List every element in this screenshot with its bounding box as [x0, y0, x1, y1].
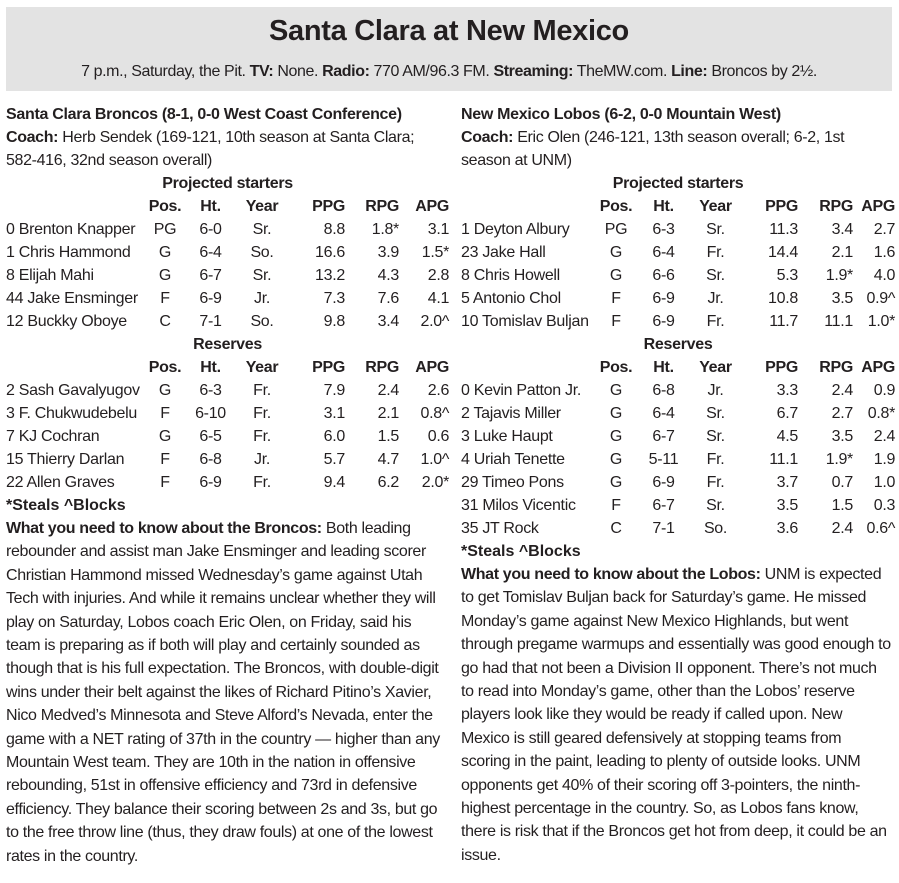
player-row — [461, 402, 895, 425]
player-ppg: 4.5 — [776, 428, 798, 445]
player-position: G — [609, 405, 623, 422]
player-height: 6-8 — [652, 382, 675, 399]
player-year: Fr. — [706, 313, 725, 330]
roster-table — [461, 172, 895, 540]
column-header: Pos. — [148, 359, 182, 376]
coach-label: Coach: — [461, 129, 514, 146]
info-line-text: Broncos by 2½. — [707, 63, 817, 80]
column-header: PPG — [312, 359, 345, 376]
player-rpg: 1.8* — [371, 221, 399, 238]
column-header: Pos. — [599, 198, 633, 215]
reserves-title — [461, 333, 895, 356]
player-ppg: 11.1 — [769, 451, 798, 468]
player-apg: 0.8^ — [420, 405, 450, 422]
player-row — [461, 264, 895, 287]
player-height: 6-4 — [199, 244, 222, 261]
player-year: Sr. — [706, 405, 725, 422]
player-height: 6-8 — [199, 451, 222, 468]
player-rpg: 3.5 — [831, 290, 853, 307]
player-rpg: 0.7 — [831, 474, 853, 491]
player-ppg: 3.5 — [776, 497, 798, 514]
player-ppg: 3.1 — [323, 405, 345, 422]
player-name: 29 Timeo Pons — [461, 474, 564, 491]
player-rpg: 3.9 — [377, 244, 399, 261]
player-rpg: 7.6 — [377, 290, 399, 307]
player-year: Sr. — [706, 267, 725, 284]
column-header-row — [6, 195, 449, 218]
player-year: Sr. — [706, 221, 725, 238]
player-apg: 0.9 — [873, 382, 896, 399]
player-height: 6-7 — [652, 428, 675, 445]
roster-table — [6, 172, 449, 494]
player-ppg: 9.4 — [323, 474, 345, 491]
player-row — [6, 310, 449, 333]
player-row — [6, 218, 449, 241]
game-info — [6, 63, 892, 81]
player-ppg: 11.7 — [769, 313, 798, 330]
player-position: C — [610, 520, 622, 537]
player-name: 8 Elijah Mahi — [6, 267, 94, 284]
player-position: G — [609, 451, 623, 468]
player-position: F — [160, 451, 170, 468]
player-row — [461, 425, 895, 448]
player-apg: 0.9^ — [866, 290, 896, 307]
player-row — [6, 402, 449, 425]
know-text: Both leading rebounder and assist man Jake Ensminger and leading scorer Christian Hammond missed Wednesday’s game against Utah Tech with injuries. And while it remains unclear whether they will play on Saturday, Lobos coach Eric Olen, on Friday, said his team is preparing as if both will play and certainly sounded as though that is his full expectation. The Broncos, with double-digit wins under their belt against the likes of Richard Pitino’s Xavier, Nico Medved’s Minnesota and Steve Alford’s Nevada, enter the game with a NET rating of 37th in the country — higher than any Mountain West team. They are 10th in the nation in offensive rebounding, 51st in offensive efficiency and 73rd in defensive efficiency. They balance their scoring between 2s and 3s, but go to the free throw line (thus, they draw fouls) at one of the lowest rates in the country. — [6, 520, 440, 865]
player-position: G — [609, 244, 623, 261]
player-position: F — [611, 290, 621, 307]
player-rpg: 1.9* — [825, 267, 853, 284]
column-header: PPG — [765, 198, 798, 215]
player-name: 23 Jake Hall — [461, 244, 546, 261]
player-year: Fr. — [253, 382, 271, 399]
player-apg: 2.8 — [427, 267, 450, 284]
info-tv-text: None. — [273, 63, 323, 80]
info-streaming-text: TheMW.com. — [573, 63, 672, 80]
player-position: G — [609, 474, 623, 491]
player-year: So. — [703, 520, 728, 537]
starters-title — [461, 172, 895, 195]
player-height: 6-4 — [652, 405, 675, 422]
player-name: 7 KJ Cochran — [6, 428, 100, 445]
player-apg: 2.0^ — [420, 313, 450, 330]
player-row — [461, 310, 895, 333]
player-name: 1 Chris Hammond — [6, 244, 131, 261]
header-banner — [6, 7, 892, 91]
column-header: Year — [699, 198, 732, 215]
player-ppg: 5.7 — [323, 451, 345, 468]
player-ppg: 13.2 — [315, 267, 345, 284]
header-blank — [461, 356, 593, 379]
column-header: RPG — [819, 198, 853, 215]
player-year: So. — [250, 313, 274, 330]
player-rpg: 1.9* — [825, 451, 853, 468]
team-column-santa-clara — [6, 103, 450, 868]
player-position: F — [611, 497, 621, 514]
player-position: F — [160, 290, 170, 307]
player-apg: 0.6^ — [866, 520, 896, 537]
player-position: G — [609, 428, 623, 445]
header-blank — [461, 195, 593, 218]
player-rpg: 2.1 — [377, 405, 399, 422]
column-header: RPG — [365, 198, 399, 215]
column-header: Ht. — [653, 198, 674, 215]
player-rpg: 4.7 — [377, 451, 399, 468]
player-position: F — [160, 474, 170, 491]
player-ppg: 3.3 — [776, 382, 798, 399]
player-height: 6-0 — [199, 221, 222, 238]
info-radio-text: 770 AM/96.3 FM. — [369, 63, 494, 80]
team-heading: New Mexico Lobos (6-2, 0-0 Mountain West) — [461, 106, 781, 123]
player-position: G — [609, 267, 623, 284]
player-apg: 0.8* — [867, 405, 896, 422]
column-header-row — [461, 356, 895, 379]
player-name: 2 Tajavis Miller — [461, 405, 561, 422]
player-ppg: 16.6 — [315, 244, 345, 261]
player-year: Fr. — [706, 474, 725, 491]
player-ppg: 5.3 — [776, 267, 798, 284]
player-year: Sr. — [252, 267, 272, 284]
player-apg: 1.9 — [873, 451, 896, 468]
player-rpg: 3.4 — [831, 221, 853, 238]
player-year: Fr. — [706, 451, 725, 468]
player-apg: 1.5* — [421, 244, 450, 261]
player-height: 7-1 — [199, 313, 222, 330]
player-year: Jr. — [707, 290, 724, 307]
know-label: What you need to know about the Lobos: — [461, 566, 761, 583]
player-row — [461, 494, 895, 517]
player-apg: 0.6 — [427, 428, 450, 445]
player-apg: 2.6 — [427, 382, 450, 399]
starters-title-label: Projected starters — [162, 175, 293, 192]
team-heading: Santa Clara Broncos (8-1, 0-0 West Coast Conference) — [6, 106, 402, 123]
reserves-title-label: Reserves — [643, 336, 713, 353]
player-height: 6-9 — [652, 290, 675, 307]
player-height: 6-4 — [652, 244, 675, 261]
player-rpg: 2.4 — [377, 382, 399, 399]
player-apg: 2.0* — [421, 474, 450, 491]
player-apg: 3.1 — [427, 221, 450, 238]
player-position: PG — [153, 221, 177, 238]
reserves-title — [6, 333, 449, 356]
team-column-new-mexico — [461, 103, 896, 867]
coach-text: Herb Sendek (169-121, 10th season at Santa Clara; 582-416, 32nd season overall) — [6, 129, 415, 169]
column-header: Ht. — [200, 359, 221, 376]
coach-text: Eric Olen (246-121, 13th season overall; 6-2, 1st season at UNM) — [461, 129, 845, 169]
header-blank — [6, 195, 144, 218]
player-row — [461, 287, 895, 310]
player-year: Sr. — [252, 221, 272, 238]
player-row — [6, 241, 449, 264]
page-title: Santa Clara at New Mexico — [269, 15, 629, 47]
player-row — [461, 218, 895, 241]
player-height: 6-9 — [199, 290, 222, 307]
player-position: G — [609, 382, 623, 399]
player-name: 2 Sash Gavalyugov — [6, 382, 140, 399]
player-row — [461, 241, 895, 264]
player-name: 15 Thierry Darlan — [6, 451, 125, 468]
player-height: 6-9 — [652, 474, 675, 491]
column-header: APG — [861, 359, 896, 376]
player-ppg: 3.6 — [776, 520, 798, 537]
player-row — [6, 287, 449, 310]
player-name: 8 Chris Howell — [461, 267, 560, 284]
player-ppg: 6.7 — [776, 405, 798, 422]
info-radio-label: Radio: — [322, 63, 370, 80]
info-streaming-label: Streaming: — [493, 63, 574, 80]
column-header-row — [461, 195, 895, 218]
player-row — [6, 425, 449, 448]
player-apg: 2.7 — [873, 221, 896, 238]
column-header: Pos. — [148, 198, 182, 215]
player-ppg: 8.8 — [323, 221, 345, 238]
player-height: 6-9 — [199, 474, 222, 491]
player-year: So. — [250, 244, 274, 261]
player-height: 6-7 — [199, 267, 222, 284]
player-year: Fr. — [253, 474, 271, 491]
player-name: 35 JT Rock — [461, 520, 539, 537]
player-rpg: 2.7 — [831, 405, 853, 422]
player-name: 22 Allen Graves — [6, 474, 115, 491]
player-name: 31 Milos Vicentic — [461, 497, 576, 514]
player-position: F — [160, 405, 170, 422]
coach-line — [461, 126, 893, 172]
player-ppg: 10.8 — [768, 290, 798, 307]
player-rpg: 3.5 — [831, 428, 853, 445]
column-header: Pos. — [599, 359, 633, 376]
player-name: 10 Tomislav Buljan — [461, 313, 589, 330]
player-row — [461, 448, 895, 471]
player-position: G — [158, 267, 172, 284]
player-apg: 2.4 — [873, 428, 896, 445]
player-year: Jr. — [254, 451, 270, 468]
column-header: Ht. — [200, 198, 221, 215]
player-name: 0 Kevin Patton Jr. — [461, 382, 582, 399]
info-line-label: Line: — [671, 63, 708, 80]
column-header: Year — [699, 359, 732, 376]
player-position: G — [158, 244, 172, 261]
player-height: 6-3 — [199, 382, 222, 399]
player-position: C — [159, 313, 171, 330]
player-height: 6-6 — [652, 267, 675, 284]
player-ppg: 11.3 — [769, 221, 798, 238]
player-row — [6, 471, 449, 494]
player-position: G — [158, 382, 172, 399]
player-apg: 1.0* — [867, 313, 896, 330]
player-row — [6, 379, 449, 402]
player-rpg: 3.4 — [377, 313, 399, 330]
stat-key: *Steals ^Blocks — [461, 543, 581, 560]
player-ppg: 6.0 — [323, 428, 345, 445]
player-height: 6-5 — [199, 428, 222, 445]
column-header: PPG — [765, 359, 798, 376]
player-rpg: 2.1 — [831, 244, 853, 261]
player-row — [461, 471, 895, 494]
player-ppg: 3.7 — [776, 474, 798, 491]
info-0-text: 7 p.m., Saturday, the Pit. — [81, 63, 250, 80]
player-rpg: 2.4 — [831, 520, 853, 537]
player-name: 4 Uriah Tenette — [461, 451, 565, 468]
player-apg: 1.0 — [873, 474, 896, 491]
player-height: 6-9 — [652, 313, 675, 330]
player-apg: 0.3 — [873, 497, 896, 514]
player-rpg: 4.3 — [377, 267, 399, 284]
know-text: UNM is expected to get Tomislav Buljan back for Saturday’s game. He missed Monday’s game against New Mexico Highlands, but went through pregame warmups and essentially was good enough to go had that not been a Division II opponent. There’s not much to read into Monday’s game, other than the Lobos’ reserve players look like they would be ready if called upon. New Mexico is still geared defensively at stopping teams from scoring in the paint, leading to plenty of outside looks. UNM opponents get 40% of their scoring off 3-pointers, the ninth-highest percentage in the country. So, as Lobos fans know, there is risk that if the Broncos get hot from deep, it could be an issue. — [461, 566, 891, 864]
player-apg: 4.1 — [427, 290, 450, 307]
player-ppg: 9.8 — [323, 313, 345, 330]
player-year: Fr. — [253, 405, 271, 422]
player-year: Sr. — [706, 497, 725, 514]
player-rpg: 11.1 — [824, 313, 853, 330]
column-header: RPG — [365, 359, 399, 376]
coach-label: Coach: — [6, 129, 59, 146]
player-year: Jr. — [707, 382, 724, 399]
player-ppg: 7.3 — [323, 290, 345, 307]
player-row — [6, 448, 449, 471]
player-row — [6, 264, 449, 287]
player-ppg: 14.4 — [768, 244, 798, 261]
column-header: APG — [415, 359, 450, 376]
know-label: What you need to know about the Broncos: — [6, 520, 322, 537]
player-apg: 4.0 — [873, 267, 896, 284]
player-rpg: 6.2 — [377, 474, 399, 491]
player-apg: 1.0^ — [420, 451, 450, 468]
player-rpg: 1.5 — [377, 428, 399, 445]
reserves-title-label: Reserves — [193, 336, 262, 353]
starters-title — [6, 172, 449, 195]
player-ppg: 7.9 — [323, 382, 345, 399]
player-row — [461, 517, 895, 540]
player-height: 6-10 — [195, 405, 226, 422]
player-year: Jr. — [254, 290, 270, 307]
column-header: PPG — [312, 198, 345, 215]
column-header: Ht. — [653, 359, 674, 376]
starters-title-label: Projected starters — [612, 175, 744, 192]
player-name: 5 Antonio Chol — [461, 290, 561, 307]
header-blank — [6, 356, 144, 379]
column-header: APG — [861, 198, 896, 215]
player-name: 3 Luke Haupt — [461, 428, 553, 445]
player-name: 44 Jake Ensminger — [6, 290, 138, 307]
player-name: 3 F. Chukwudebelu — [6, 405, 137, 422]
player-height: 5-11 — [648, 451, 679, 468]
know-paragraph — [6, 517, 446, 868]
player-year: Sr. — [706, 428, 725, 445]
player-height: 7-1 — [652, 520, 675, 537]
column-header: RPG — [819, 359, 853, 376]
coach-line — [6, 126, 446, 172]
player-row — [461, 379, 895, 402]
stat-key: *Steals ^Blocks — [6, 497, 126, 514]
player-position: PG — [604, 221, 628, 238]
column-header: Year — [245, 359, 279, 376]
player-position: G — [158, 428, 172, 445]
player-year: Fr. — [706, 244, 725, 261]
column-header: Year — [245, 198, 279, 215]
player-name: 0 Brenton Knapper — [6, 221, 136, 238]
info-tv-label: TV: — [249, 63, 274, 80]
player-rpg: 1.5 — [831, 497, 853, 514]
player-name: 1 Deyton Albury — [461, 221, 570, 238]
player-height: 6-7 — [652, 497, 675, 514]
column-header-row — [6, 356, 449, 379]
player-height: 6-3 — [652, 221, 675, 238]
player-rpg: 2.4 — [831, 382, 853, 399]
know-paragraph — [461, 563, 893, 867]
player-apg: 1.6 — [873, 244, 896, 261]
column-header: APG — [415, 198, 450, 215]
player-year: Fr. — [253, 428, 271, 445]
player-position: F — [611, 313, 621, 330]
player-name: 12 Buckky Oboye — [6, 313, 127, 330]
